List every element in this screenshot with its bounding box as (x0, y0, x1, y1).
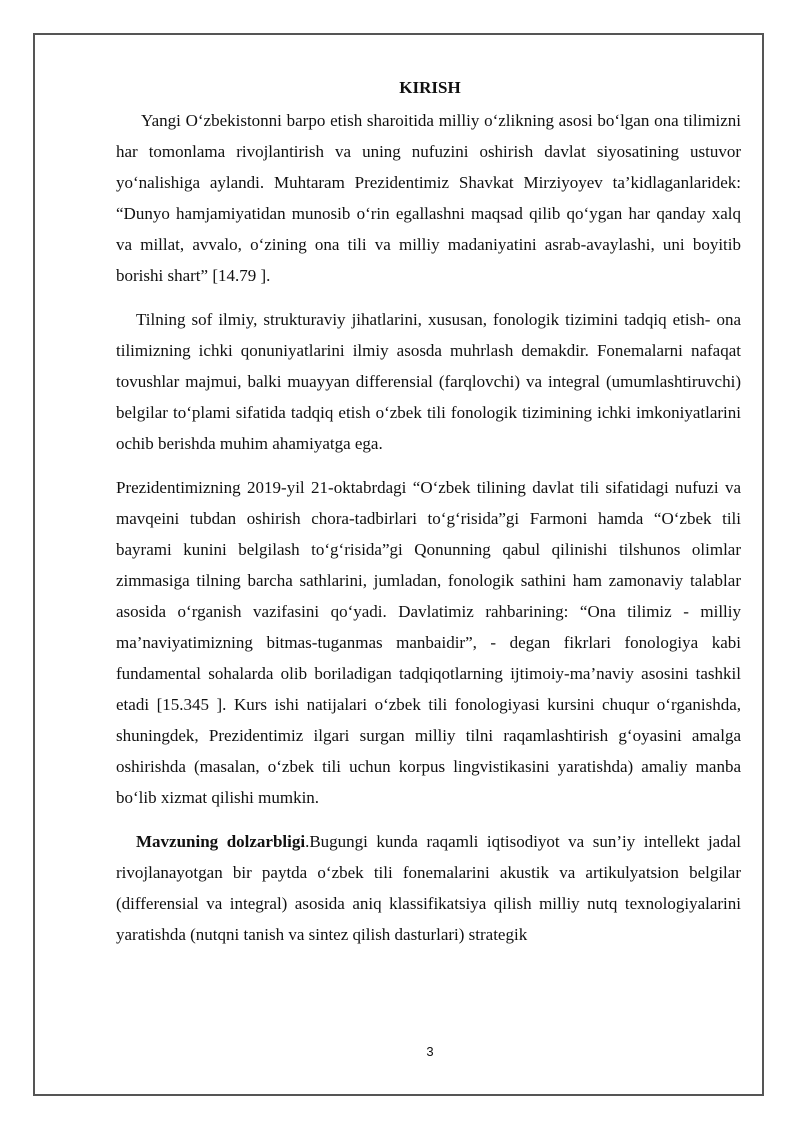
paragraph-intro: Yangi O‘zbekistonni barpo etish sharoitida milliy o‘zlikning asosi bo‘lgan ona tilimizni har tomonlama rivojlantirish va uning nufuzini oshirish davlat siyosatining ustuvor yo‘nalishiga aylandi. Muhtaram Prezidentimiz Shavkat Mirziyoyev ta’kidlaganlaridek: “Dunyo hamjamiyatidan munosib o‘rin egallashni maqsad qilib qo‘ygan har qanday xalq va millat, avvalo, o‘zining ona tili va milliy madaniyatini asrab-avaylashi, uni boyitib borishi shart” [14.79 ]. (116, 111, 741, 285)
paragraph-decree: Prezidentimizning 2019-yil 21-oktabrdagi “O‘zbek tilining davlat tili sifatidagi nufuzi va mavqeini tubdan oshirish chora-tadbirlari to‘g‘risida”gi Farmoni hamda “O‘zbek tili bayrami kunini belgilash to‘g‘risida”gi Qonunning qabul qilinishi tilshunos olimlar zimmasiga tilning barcha sathlarini, jumladan, fonologik sathini ham zamonaviy talablar asosida o‘rganish vazifasini qo‘yadi. Davlatimiz rahbarining: “Ona tilimiz - milliy ma’naviyatimizning bitmas-tuganmas manbaidir”, - degan fikrlari fonologiya kabi fundamental sohalarda olib boriladigan tadqiqotlarning ijtimoiy-ma’naviy asosini tashkil etadi [15.345 ]. Kurs ishi natijalari o‘zbek tili fonologiyasi kursini chuqur o‘rganishda, shuningdek, Prezidentimiz ilgari surgan milliy tilni raqamlashtirish g‘oyasini amalga oshirishda (masalan, o‘zbek tili uchun korpus lingvistikasini yaratishda) amaliy manba bo‘lib xizmat qilishi mumkin. (116, 478, 741, 807)
paragraph-relevance (116, 826, 741, 950)
relevance-heading: Mavzuning dolzarbligi (136, 832, 306, 851)
section-title: KIRISH (399, 78, 461, 97)
document-body (116, 72, 741, 950)
paragraph-phonology: Tilning sof ilmiy, strukturaviy jihatlarini, xususan, fonologik tizimini tadqiq etish- ona tilimizning ichki qonuniyatlarini ilmiy asosda muhrlash demakdir. Fonemalarni nafaqat tovushlar majmui, balki muayyan differensial (farqlovchi) va integral (umumlashtiruvchi) belgilar to‘plami sifatida tadqiq etish o‘zbek tili fonologik tizimining ichki imkoniyatlarini ochib berishda muhim ahamiyatga ega. (116, 310, 741, 453)
relevance-text: .Bugungi kunda raqamli iqtisodiyot va sun’iy intellekt jadal rivojlanayotgan bir paytda o‘zbek tili fonemalarini akustik va artikulyatsion belgilar (differensial va integral) asosida aniq klassifikatsiya qilish milliy nutq texnologiyalarini yaratishda (nutqni tanish va sintez qilish dasturlari) strategik (116, 832, 741, 944)
page-number: 3 (426, 1044, 434, 1059)
